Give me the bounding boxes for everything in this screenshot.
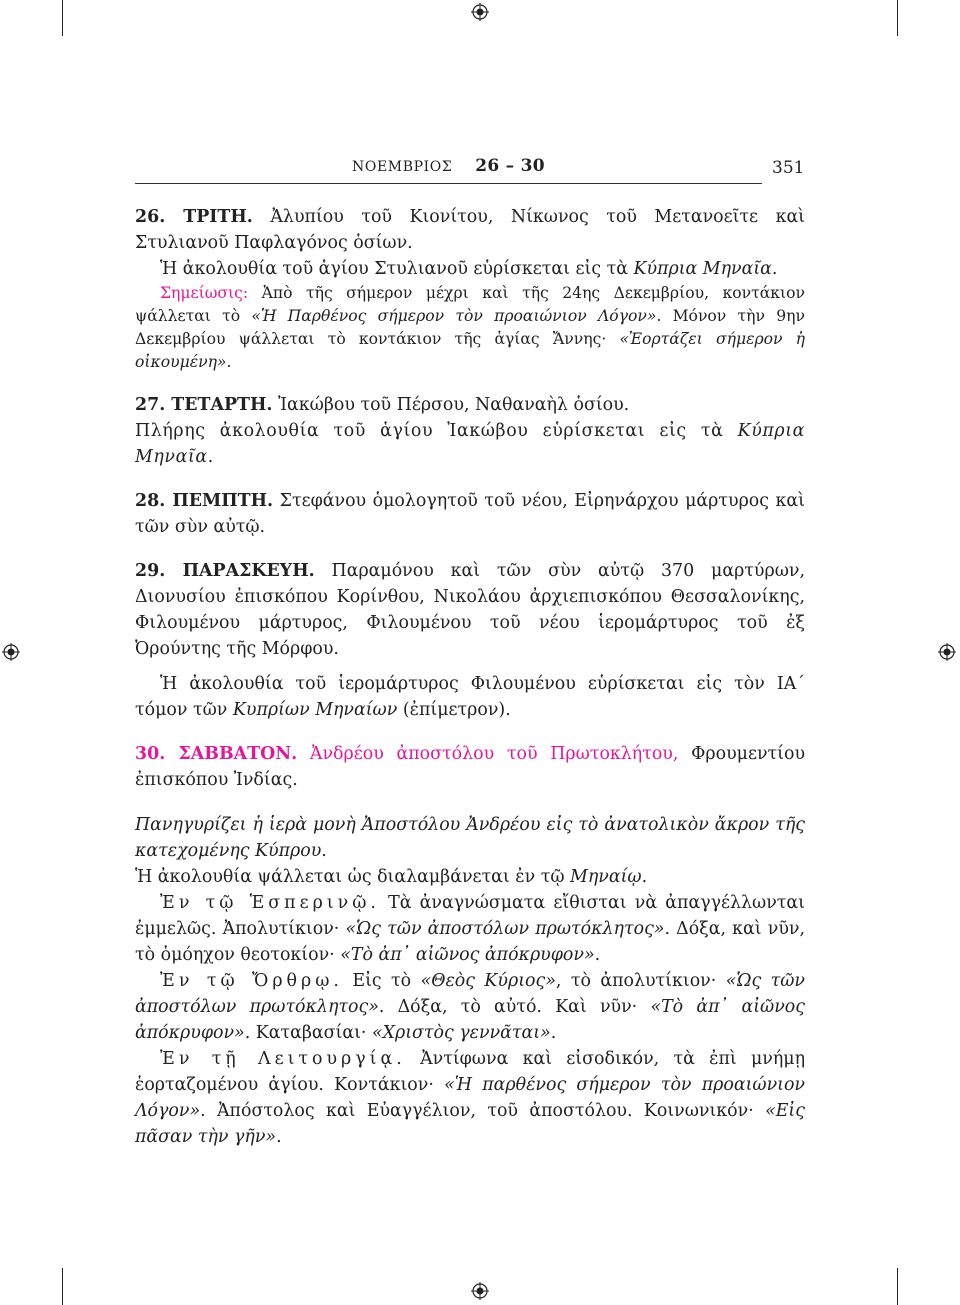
entry-26 — [135, 204, 805, 256]
running-title — [135, 156, 762, 176]
akolouthia-note: Ἡ ἀκολουθία ψάλλεται ὡς διαλαμβάνεται ἐν τῷ Μηναίῳ. — [135, 867, 648, 887]
registration-mark-icon — [938, 643, 956, 661]
feast-note: Πανηγυρίζει ἡ ἱερὰ μονὴ Ἀποστόλου Ἀνδρέου εἰς τὸ ἀνατολικὸν ἄκρον τῆς κατεχομένης Κύπρου. — [135, 815, 805, 861]
page-body — [135, 204, 805, 1150]
registration-mark-icon — [471, 1282, 489, 1300]
saints-text: Ἀλυπίου τοῦ Κιονίτου, Νίκωνος τοῦ Μετανοεῖτε καὶ Στυλιανοῦ Παφλαγόνος ὁσίων. — [135, 207, 806, 253]
liturgy-rubric: Ἐν τῇ Λειτουργίᾳ. Ἀντίφωνα καὶ εἰσοδικόν, τὰ ἐπὶ μνήμῃ ἑορταζομένου ἁγίου. Κοντάκιον· «Ἡ παρθένος σήμερον τὸν προαιώνιον Λόγον». Ἀπόστολος καὶ Εὐαγγέλιον, τοῦ ἀποστόλου. Κοινωνικόν· «Εἰς πᾶσαν τὴν γῆν». — [135, 1049, 806, 1147]
entry-29 — [135, 558, 805, 662]
running-header — [135, 156, 762, 184]
month-name: ΝΟΕΜΒΡΙΟΣ — [352, 159, 453, 175]
entry-28 — [135, 488, 805, 540]
crop-mark-top-left — [62, 0, 63, 36]
day-heading: 30. ΣΑΒΒΑΤΟΝ. — [135, 744, 298, 764]
entry-27 — [135, 392, 805, 418]
saints-text: Παραμόνου καὶ τῶν σὺν αὐτῷ 370 μαρτύρων, Διονυσίου ἐπισκόπου Κορίνθου, Νικολάου ἀρχιεπισκόπου Θεσσαλονίκης, Φιλουμένου μάρτυρος, Φιλουμένου τοῦ νέου ἱερομάρτυρος τοῦ ἐξ Ὀρούντης τῆς Μόρφου. — [135, 561, 805, 659]
vespers-rubric: Ἐν τῷ Ἑσπερινῷ. Τὰ ἀναγνώσματα εἴθισται νὰ ἀπαγγέλλωνται ἐμμελῶς. Ἀπολυτίκιον· «Ὡς τῶν ἀποστόλων πρωτόκλητος». Δόξα, καὶ νῦν, τὸ ὁμόηχον θεοτοκίον· «Τὸ ἀπ᾽ αἰῶνος ἀπόκρυφον». — [135, 893, 805, 965]
akolouthia-note: Ἡ ἀκολουθία τοῦ ἱερομάρτυρος Φιλουμένου εὑρίσκεται εἰς τὸν ΙΑ΄ τόμον τῶν Κυπρίων Μηναίων (ἐπίμετρον). — [135, 674, 805, 720]
crop-mark-bottom-left — [62, 1268, 63, 1305]
akolouthia-note: Πλήρης ἀκολουθία τοῦ ἁγίου Ἰακώβου εὑρίσκεται εἰς τὰ Κύπρια Μηναῖα. — [135, 421, 805, 467]
saints-text: Στεφάνου ὁμολογητοῦ τοῦ νέου, Εἰρηνάρχου μάρτυρος καὶ τῶν σὺν αὐτῷ. — [135, 491, 805, 537]
book-title: Κύπρια Μηναῖα — [135, 421, 805, 467]
crop-mark-bottom-right — [897, 1268, 898, 1305]
page-number: 351 — [772, 158, 805, 178]
registration-mark-icon — [471, 3, 489, 21]
akolouthia-note: Ἡ ἀκολουθία τοῦ ἁγίου Στυλιανοῦ εὑρίσκεται εἰς τὰ Κύπρια Μηναῖα. — [160, 259, 778, 279]
registration-mark-icon — [2, 643, 20, 661]
entry-30 — [135, 741, 805, 793]
day-heading: 27. ΤΕΤΑΡΤΗ. — [135, 395, 273, 415]
orthros-rubric: Ἐν τῷ Ὄρθρῳ. Εἰς τὸ «Θεὸς Κύριος», τὸ ἀπολυτίκιον· «Ὡς τῶν ἀποστόλων πρωτόκλητος». Δόξα, τὸ αὐτό. Καὶ νῦν· «Τὸ ἀπ᾽ αἰῶνος ἀπόκρυφον». Καταβασίαι· «Χριστὸς γεννᾶται». — [135, 971, 805, 1043]
day-heading: 28. ΠΕΜΠΤΗ. — [135, 491, 274, 511]
remark-label: Σημείωσις: — [160, 284, 249, 302]
service-label: Ἐν τῷ Ἑσπερινῷ. — [160, 893, 380, 913]
service-label: Ἐν τῇ Λειτουργίᾳ. — [160, 1049, 406, 1069]
day-heading: 29. ΠΑΡΑΣΚΕΥΗ. — [135, 561, 315, 581]
book-title: Μηναίῳ — [570, 867, 642, 887]
remark-note: Σημείωσις: Ἀπὸ τῆς σήμερον μέχρι καὶ τῆς 24ης Δεκεμβρίου, κοντάκιον ψάλλεται τὸ «Ἡ Παρθένος σήμερον τὸν προαιώνιον Λόγον». Μόνον τὴν 9ην Δεκεμβρίου ψάλλεται τὸ κοντάκιον τῆς ἁγίας Ἄννης· «Ἑορτάζει σήμερον ἡ οἰκουμένη». — [135, 284, 805, 371]
saints-text: Ἰακώβου τοῦ Πέρσου, Ναθαναὴλ ὁσίου. — [272, 395, 630, 415]
book-title: Κύπρια Μηναῖα — [633, 259, 772, 279]
service-label: Ἐν τῷ Ὄρθρῳ. — [160, 971, 343, 991]
main-saint: Ἀνδρέου ἀποστόλου τοῦ Πρωτοκλήτου, — [297, 744, 679, 764]
day-range: 26 – 30 — [475, 156, 545, 176]
crop-mark-top-right — [897, 0, 898, 36]
book-title: Κυπρίων Μηναίων — [232, 700, 398, 720]
saints-text: Φρουμεντίου ἐπισκόπου Ἰνδίας. — [135, 744, 806, 790]
day-heading: 26. ΤΡΙΤΗ. — [135, 207, 253, 227]
